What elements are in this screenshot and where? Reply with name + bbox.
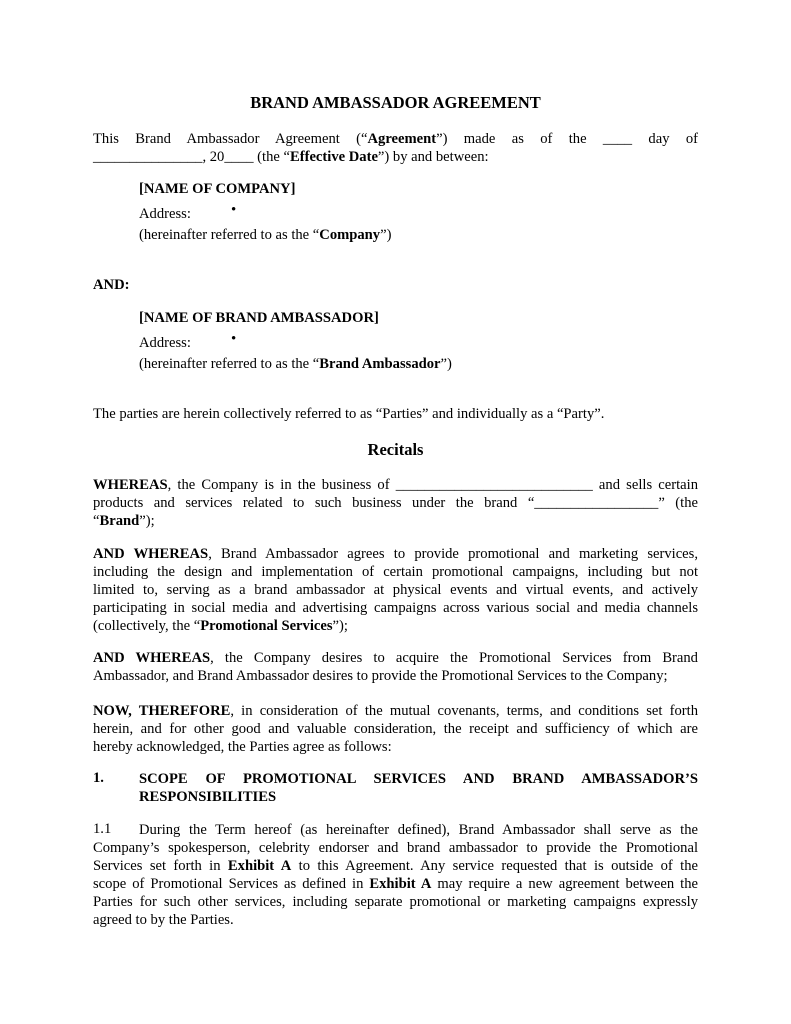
- intro-line-2: _______________, 20____ (the “Effective Date”) by and between:: [93, 149, 489, 165]
- intro-paragraph: [93, 130, 698, 166]
- recitals-heading: Recitals: [367, 440, 424, 459]
- clause-1-1-number: 1.1: [93, 821, 112, 837]
- whereas-paragraph-2: AND WHEREAS, Brand Ambassador agrees to provide promotional and marketing services, including the design and implementation of certain promotional campaigns, including but not limited to, serving as a brand ambassador at physical events and virtual events, and actively participating in social media and advertising campaigns across various social and media channels (collectively, the “Promotional Services”);: [93, 546, 698, 634]
- intro-line-1: This Brand Ambassador Agreement (“Agreement”) made as of the ____ day of: [93, 131, 698, 147]
- parties-paragraph: The parties are herein collectively referred to as “Parties” and individually as a “Party”.: [93, 406, 605, 422]
- ambassador-name: [NAME OF BRAND AMBASSADOR]: [139, 310, 379, 326]
- section-1-title: SCOPE OF PROMOTIONAL SERVICES AND BRAND AMBASSADOR’S RESPONSIBILITIES: [139, 771, 698, 805]
- clause-1-1-paragraph: During the Term hereof (as hereinafter defined), Brand Ambassador shall serve as the Company’s spokesperson, celebrity endorser and brand ambassador to provide the Promotional Services set forth in Exhibit A to this Agreement. Any service requested that is outside of the scope of Promotional Services as defined in Exhibit A may require a new agreement between the Parties for such other services, including separate promotional or marketing campaigns expressly agreed to by the Parties.: [93, 822, 698, 928]
- ambassador-address-bullet: •: [231, 331, 237, 347]
- company-address-label: Address:: [139, 206, 191, 222]
- ambassador-reference: (hereinafter referred to as the “Brand Ambassador”): [139, 356, 452, 372]
- and-label: AND:: [93, 277, 130, 293]
- company-name: [NAME OF COMPANY]: [139, 181, 296, 197]
- ambassador-address-label: Address:: [139, 335, 191, 351]
- whereas-paragraph-1: WHEREAS, the Company is in the business of ___________________________ and sells certain products and services related to such business under the brand “_________________” (the “Brand”);: [93, 477, 698, 529]
- whereas-paragraph-3: AND WHEREAS, the Company desires to acquire the Promotional Services from Brand Ambassador, and Brand Ambassador desires to provide the Promotional Services to the Company;: [93, 650, 698, 684]
- company-address-bullet: •: [231, 202, 237, 218]
- document-title: BRAND AMBASSADOR AGREEMENT: [250, 93, 541, 112]
- section-1-number: 1.: [93, 770, 104, 786]
- company-reference: (hereinafter referred to as the “Company”): [139, 227, 392, 243]
- therefore-paragraph: NOW, THEREFORE, in consideration of the mutual covenants, terms, and conditions set forth herein, and for other good and valuable consideration, the receipt and sufficiency of which are hereby acknowledged, the Parties agree as follows:: [93, 703, 698, 755]
